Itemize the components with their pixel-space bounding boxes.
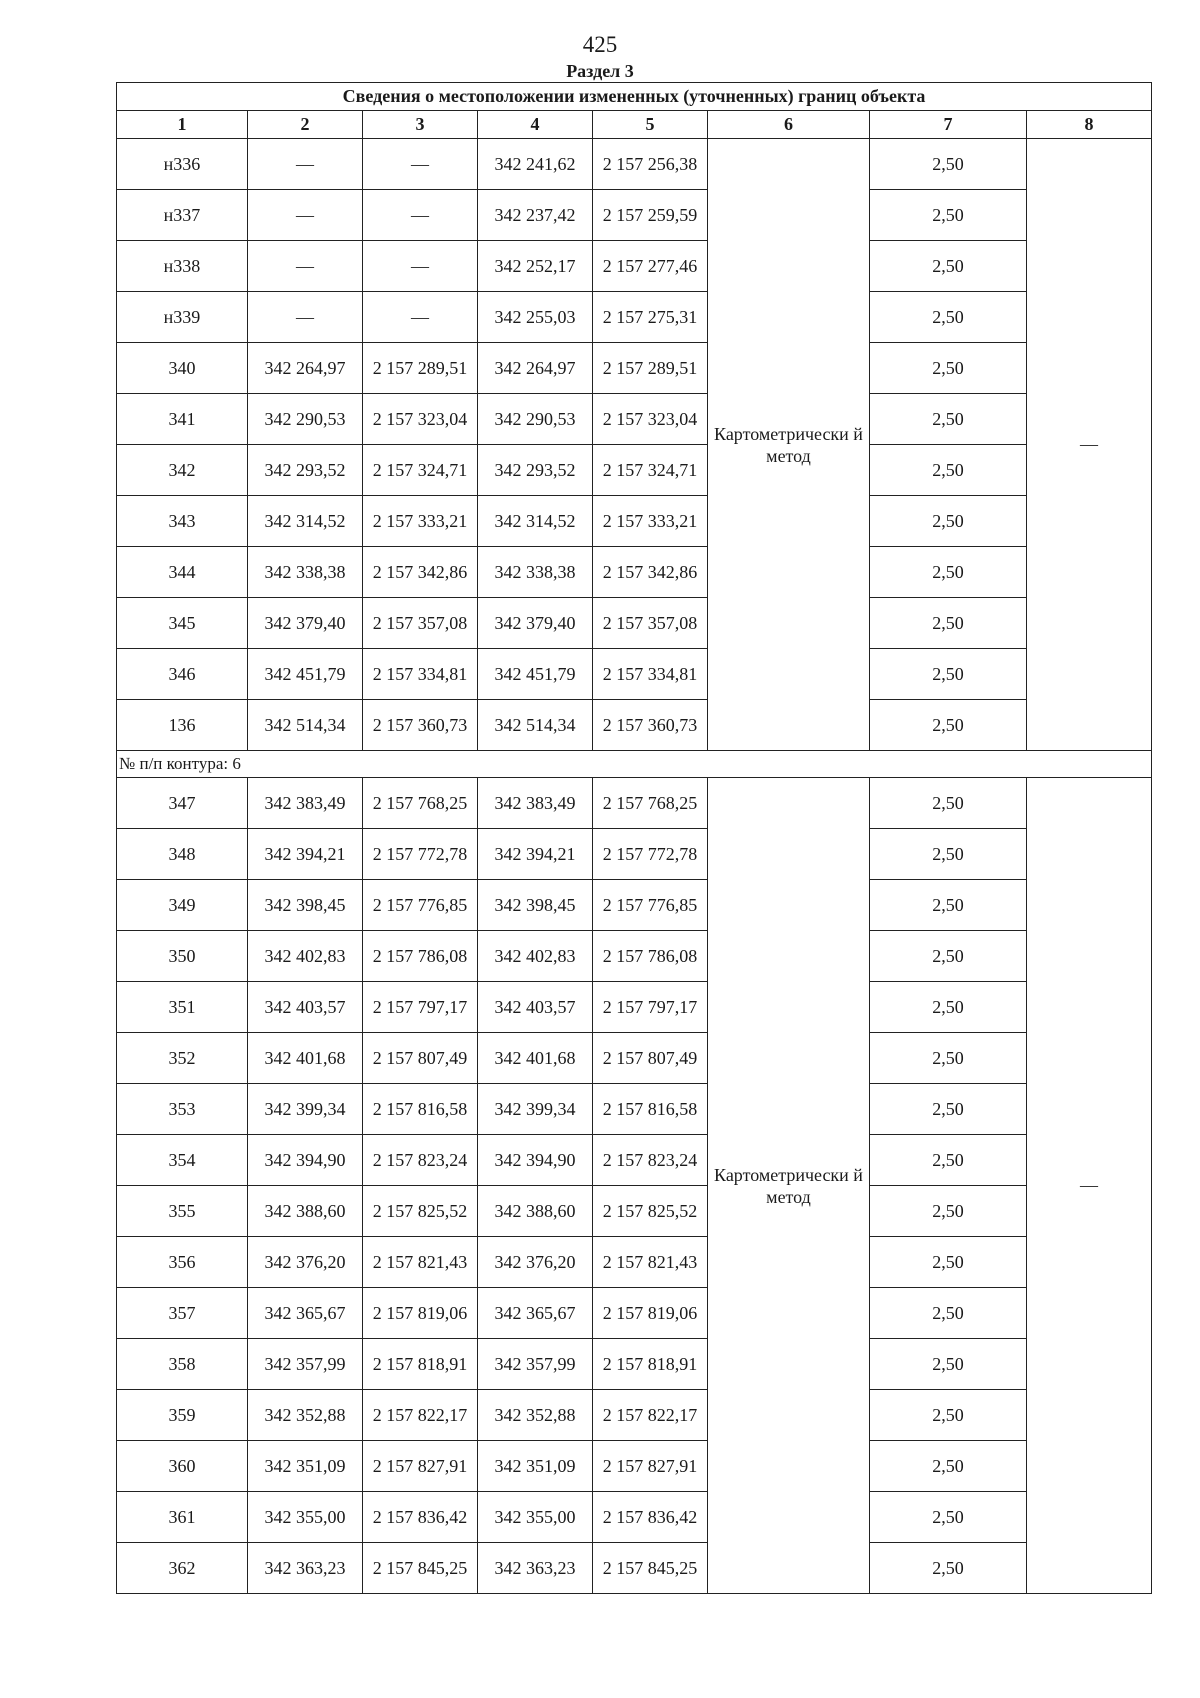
cell-col-3: 2 157 797,17 bbox=[363, 982, 478, 1033]
cell-col-4: 342 401,68 bbox=[478, 1033, 593, 1084]
cell-col-5: 2 157 334,81 bbox=[593, 649, 708, 700]
cell-col-3: — bbox=[363, 190, 478, 241]
cell-col-5: 2 157 836,42 bbox=[593, 1492, 708, 1543]
cell-col-7: 2,50 bbox=[870, 292, 1027, 343]
cell-col-5: 2 157 845,25 bbox=[593, 1543, 708, 1594]
table-row bbox=[117, 292, 1152, 343]
cell-col-7: 2,50 bbox=[870, 1543, 1027, 1594]
cell-col-1: н339 bbox=[117, 292, 248, 343]
table-row bbox=[117, 1084, 1152, 1135]
table-row bbox=[117, 982, 1152, 1033]
cell-col-7: 2,50 bbox=[870, 880, 1027, 931]
column-number: 7 bbox=[870, 111, 1027, 139]
cell-col-5: 2 157 786,08 bbox=[593, 931, 708, 982]
cell-col-2: 342 379,40 bbox=[248, 598, 363, 649]
cell-col-1: 357 bbox=[117, 1288, 248, 1339]
cell-col-5: 2 157 772,78 bbox=[593, 829, 708, 880]
cell-col-5: 2 157 360,73 bbox=[593, 700, 708, 751]
column-number: 1 bbox=[117, 111, 248, 139]
cell-col-1: 346 bbox=[117, 649, 248, 700]
table-row bbox=[117, 1033, 1152, 1084]
cell-col-3: 2 157 333,21 bbox=[363, 496, 478, 547]
table-row bbox=[117, 1543, 1152, 1594]
cell-col-7: 2,50 bbox=[870, 1288, 1027, 1339]
cell-col-4: 342 388,60 bbox=[478, 1186, 593, 1237]
cell-col-7: 2,50 bbox=[870, 1135, 1027, 1186]
cell-col-4: 342 355,00 bbox=[478, 1492, 593, 1543]
cell-col-7: 2,50 bbox=[870, 445, 1027, 496]
cell-col-3: 2 157 360,73 bbox=[363, 700, 478, 751]
cell-col-1: 343 bbox=[117, 496, 248, 547]
cell-col-2: 342 388,60 bbox=[248, 1186, 363, 1237]
cell-col-5: 2 157 819,06 bbox=[593, 1288, 708, 1339]
cell-col-5: 2 157 768,25 bbox=[593, 778, 708, 829]
table-row bbox=[117, 598, 1152, 649]
cell-col-3: 2 157 823,24 bbox=[363, 1135, 478, 1186]
table-row bbox=[117, 1492, 1152, 1543]
cell-col-1: н336 bbox=[117, 139, 248, 190]
cell-col-5: 2 157 825,52 bbox=[593, 1186, 708, 1237]
cell-col-4: 342 252,17 bbox=[478, 241, 593, 292]
table-row bbox=[117, 880, 1152, 931]
cell-col-7: 2,50 bbox=[870, 343, 1027, 394]
cell-col-1: 354 bbox=[117, 1135, 248, 1186]
cell-col-1: 362 bbox=[117, 1543, 248, 1594]
table-row bbox=[117, 700, 1152, 751]
cell-col-3: 2 157 825,52 bbox=[363, 1186, 478, 1237]
cell-col-5: 2 157 822,17 bbox=[593, 1390, 708, 1441]
contour-row bbox=[117, 751, 1152, 778]
cell-col-7: 2,50 bbox=[870, 1492, 1027, 1543]
table-row bbox=[117, 394, 1152, 445]
column-number: 2 bbox=[248, 111, 363, 139]
cell-col-5: 2 157 323,04 bbox=[593, 394, 708, 445]
cell-col-4: 342 290,53 bbox=[478, 394, 593, 445]
cell-col-1: 361 bbox=[117, 1492, 248, 1543]
cell-col-7: 2,50 bbox=[870, 190, 1027, 241]
cell-col-1: н338 bbox=[117, 241, 248, 292]
cell-col-1: 345 bbox=[117, 598, 248, 649]
cell-col-3: 2 157 786,08 bbox=[363, 931, 478, 982]
cell-col-5: 2 157 807,49 bbox=[593, 1033, 708, 1084]
column-number-row bbox=[117, 111, 1152, 139]
cell-col-2: 342 376,20 bbox=[248, 1237, 363, 1288]
cell-col-3: 2 157 827,91 bbox=[363, 1441, 478, 1492]
table-row bbox=[117, 1441, 1152, 1492]
cell-col-4: 342 403,57 bbox=[478, 982, 593, 1033]
cell-col-4: 342 255,03 bbox=[478, 292, 593, 343]
cell-col-3: 2 157 807,49 bbox=[363, 1033, 478, 1084]
table-row bbox=[117, 649, 1152, 700]
column-number: 6 bbox=[708, 111, 870, 139]
cell-col-2: — bbox=[248, 241, 363, 292]
method-cell: Картометрически й метод bbox=[708, 778, 870, 1594]
cell-col-2: 342 401,68 bbox=[248, 1033, 363, 1084]
cell-col-4: 342 351,09 bbox=[478, 1441, 593, 1492]
table-row bbox=[117, 139, 1152, 190]
table-row bbox=[117, 496, 1152, 547]
cell-col-7: 2,50 bbox=[870, 778, 1027, 829]
cell-col-2: 342 314,52 bbox=[248, 496, 363, 547]
cell-col-3: 2 157 289,51 bbox=[363, 343, 478, 394]
cell-col-1: 347 bbox=[117, 778, 248, 829]
cell-col-3: 2 157 357,08 bbox=[363, 598, 478, 649]
cell-col-7: 2,50 bbox=[870, 139, 1027, 190]
table-title: Сведения о местоположении измененных (уточненных) границ объекта bbox=[117, 83, 1152, 111]
cell-col-2: 342 451,79 bbox=[248, 649, 363, 700]
cell-col-3: 2 157 821,43 bbox=[363, 1237, 478, 1288]
cell-col-2: 342 352,88 bbox=[248, 1390, 363, 1441]
cell-col-7: 2,50 bbox=[870, 1033, 1027, 1084]
cell-col-4: 342 338,38 bbox=[478, 547, 593, 598]
cell-col-3: 2 157 845,25 bbox=[363, 1543, 478, 1594]
cell-col-5: 2 157 324,71 bbox=[593, 445, 708, 496]
cell-col-5: 2 157 797,17 bbox=[593, 982, 708, 1033]
cell-col-2: 342 363,23 bbox=[248, 1543, 363, 1594]
cell-col-7: 2,50 bbox=[870, 1237, 1027, 1288]
cell-col-3: 2 157 836,42 bbox=[363, 1492, 478, 1543]
cell-col-7: 2,50 bbox=[870, 1390, 1027, 1441]
column-number: 8 bbox=[1027, 111, 1152, 139]
cell-col-1: 353 bbox=[117, 1084, 248, 1135]
cell-col-7: 2,50 bbox=[870, 649, 1027, 700]
table-row bbox=[117, 778, 1152, 829]
cell-col-1: 349 bbox=[117, 880, 248, 931]
cell-col-2: 342 514,34 bbox=[248, 700, 363, 751]
cell-col-4: 342 376,20 bbox=[478, 1237, 593, 1288]
cell-col-1: 348 bbox=[117, 829, 248, 880]
cell-col-2: 342 264,97 bbox=[248, 343, 363, 394]
table-row bbox=[117, 1339, 1152, 1390]
cell-col-3: 2 157 323,04 bbox=[363, 394, 478, 445]
cell-col-2: 342 290,53 bbox=[248, 394, 363, 445]
cell-col-2: 342 355,00 bbox=[248, 1492, 363, 1543]
cell-col-3: 2 157 772,78 bbox=[363, 829, 478, 880]
cell-col-1: 356 bbox=[117, 1237, 248, 1288]
cell-col-3: 2 157 816,58 bbox=[363, 1084, 478, 1135]
cell-col-4: 342 314,52 bbox=[478, 496, 593, 547]
cell-col-2: 342 402,83 bbox=[248, 931, 363, 982]
cell-col-2: — bbox=[248, 190, 363, 241]
cell-col-5: 2 157 821,43 bbox=[593, 1237, 708, 1288]
cell-col-5: 2 157 357,08 bbox=[593, 598, 708, 649]
cell-col-7: 2,50 bbox=[870, 829, 1027, 880]
cell-col-2: 342 403,57 bbox=[248, 982, 363, 1033]
cell-col-5: 2 157 827,91 bbox=[593, 1441, 708, 1492]
cell-col-3: 2 157 334,81 bbox=[363, 649, 478, 700]
method-cell: Картометрически й метод bbox=[708, 139, 870, 751]
cell-col-3: 2 157 342,86 bbox=[363, 547, 478, 598]
cell-col-7: 2,50 bbox=[870, 1186, 1027, 1237]
table-row bbox=[117, 547, 1152, 598]
table-row bbox=[117, 1186, 1152, 1237]
cell-col-7: 2,50 bbox=[870, 241, 1027, 292]
cell-col-3: 2 157 818,91 bbox=[363, 1339, 478, 1390]
table-row bbox=[117, 343, 1152, 394]
cell-col-1: 136 bbox=[117, 700, 248, 751]
cell-col-2: — bbox=[248, 292, 363, 343]
cell-col-1: 344 bbox=[117, 547, 248, 598]
cell-col-1: 350 bbox=[117, 931, 248, 982]
cell-col-3: 2 157 768,25 bbox=[363, 778, 478, 829]
cell-col-4: 342 363,23 bbox=[478, 1543, 593, 1594]
table-row bbox=[117, 190, 1152, 241]
cell-col-4: 342 352,88 bbox=[478, 1390, 593, 1441]
cell-col-1: 360 bbox=[117, 1441, 248, 1492]
cell-col-2: 342 338,38 bbox=[248, 547, 363, 598]
cell-col-7: 2,50 bbox=[870, 1339, 1027, 1390]
column-number: 4 bbox=[478, 111, 593, 139]
cell-col-5: 2 157 342,86 bbox=[593, 547, 708, 598]
cell-col-7: 2,50 bbox=[870, 982, 1027, 1033]
cell-col-2: 342 398,45 bbox=[248, 880, 363, 931]
cell-col-4: 342 394,90 bbox=[478, 1135, 593, 1186]
coordinates-table bbox=[116, 82, 1152, 1594]
cell-col-1: 352 bbox=[117, 1033, 248, 1084]
cell-col-4: 342 399,34 bbox=[478, 1084, 593, 1135]
cell-col-4: 342 379,40 bbox=[478, 598, 593, 649]
cell-col-1: 342 bbox=[117, 445, 248, 496]
cell-col-3: 2 157 819,06 bbox=[363, 1288, 478, 1339]
column-number: 3 bbox=[363, 111, 478, 139]
cell-col-5: 2 157 818,91 bbox=[593, 1339, 708, 1390]
cell-col-2: 342 357,99 bbox=[248, 1339, 363, 1390]
cell-col-4: 342 357,99 bbox=[478, 1339, 593, 1390]
cell-col-5: 2 157 823,24 bbox=[593, 1135, 708, 1186]
cell-col-3: 2 157 822,17 bbox=[363, 1390, 478, 1441]
cell-col-4: 342 241,62 bbox=[478, 139, 593, 190]
cell-col-2: 342 351,09 bbox=[248, 1441, 363, 1492]
cell-col-2: 342 394,21 bbox=[248, 829, 363, 880]
cell-col-4: 342 365,67 bbox=[478, 1288, 593, 1339]
cell-col-4: 342 398,45 bbox=[478, 880, 593, 931]
cell-col-4: 342 264,97 bbox=[478, 343, 593, 394]
cell-col-3: — bbox=[363, 241, 478, 292]
cell-col-2: 342 399,34 bbox=[248, 1084, 363, 1135]
table-row bbox=[117, 931, 1152, 982]
cell-col-5: 2 157 259,59 bbox=[593, 190, 708, 241]
cell-col-7: 2,50 bbox=[870, 931, 1027, 982]
cell-col-5: 2 157 333,21 bbox=[593, 496, 708, 547]
table-row bbox=[117, 241, 1152, 292]
cell-col-2: 342 293,52 bbox=[248, 445, 363, 496]
cell-col-7: 2,50 bbox=[870, 598, 1027, 649]
table-row bbox=[117, 1390, 1152, 1441]
cell-col-7: 2,50 bbox=[870, 496, 1027, 547]
cell-col-5: 2 157 277,46 bbox=[593, 241, 708, 292]
page-number: 425 bbox=[582, 32, 618, 57]
cell-col-1: 359 bbox=[117, 1390, 248, 1441]
section-title: Раздел 3 bbox=[566, 61, 634, 81]
cell-col-4: 342 383,49 bbox=[478, 778, 593, 829]
cell-col-1: н337 bbox=[117, 190, 248, 241]
table-row bbox=[117, 829, 1152, 880]
cell-col-2: 342 394,90 bbox=[248, 1135, 363, 1186]
cell-col-3: 2 157 324,71 bbox=[363, 445, 478, 496]
cell-col-5: 2 157 256,38 bbox=[593, 139, 708, 190]
cell-col-4: 342 394,21 bbox=[478, 829, 593, 880]
column8-cell: — bbox=[1027, 778, 1152, 1594]
cell-col-1: 355 bbox=[117, 1186, 248, 1237]
cell-col-3: — bbox=[363, 139, 478, 190]
cell-col-2: — bbox=[248, 139, 363, 190]
cell-col-4: 342 237,42 bbox=[478, 190, 593, 241]
cell-col-7: 2,50 bbox=[870, 700, 1027, 751]
cell-col-7: 2,50 bbox=[870, 394, 1027, 445]
cell-col-4: 342 402,83 bbox=[478, 931, 593, 982]
cell-col-4: 342 514,34 bbox=[478, 700, 593, 751]
cell-col-5: 2 157 275,31 bbox=[593, 292, 708, 343]
cell-col-3: 2 157 776,85 bbox=[363, 880, 478, 931]
table-row bbox=[117, 1135, 1152, 1186]
table-row bbox=[117, 1237, 1152, 1288]
cell-col-4: 342 451,79 bbox=[478, 649, 593, 700]
table-row bbox=[117, 1288, 1152, 1339]
column-number: 5 bbox=[593, 111, 708, 139]
column8-cell: — bbox=[1027, 139, 1152, 751]
cell-col-7: 2,50 bbox=[870, 547, 1027, 598]
cell-col-1: 341 bbox=[117, 394, 248, 445]
table-title-row bbox=[117, 83, 1152, 111]
cell-col-2: 342 365,67 bbox=[248, 1288, 363, 1339]
table-body bbox=[117, 83, 1152, 1594]
cell-col-1: 340 bbox=[117, 343, 248, 394]
cell-col-7: 2,50 bbox=[870, 1084, 1027, 1135]
contour-label: № п/п контура: 6 bbox=[117, 751, 1152, 778]
cell-col-5: 2 157 289,51 bbox=[593, 343, 708, 394]
cell-col-5: 2 157 816,58 bbox=[593, 1084, 708, 1135]
cell-col-7: 2,50 bbox=[870, 1441, 1027, 1492]
cell-col-1: 351 bbox=[117, 982, 248, 1033]
cell-col-1: 358 bbox=[117, 1339, 248, 1390]
cell-col-5: 2 157 776,85 bbox=[593, 880, 708, 931]
cell-col-4: 342 293,52 bbox=[478, 445, 593, 496]
cell-col-2: 342 383,49 bbox=[248, 778, 363, 829]
cell-col-3: — bbox=[363, 292, 478, 343]
table-row bbox=[117, 445, 1152, 496]
